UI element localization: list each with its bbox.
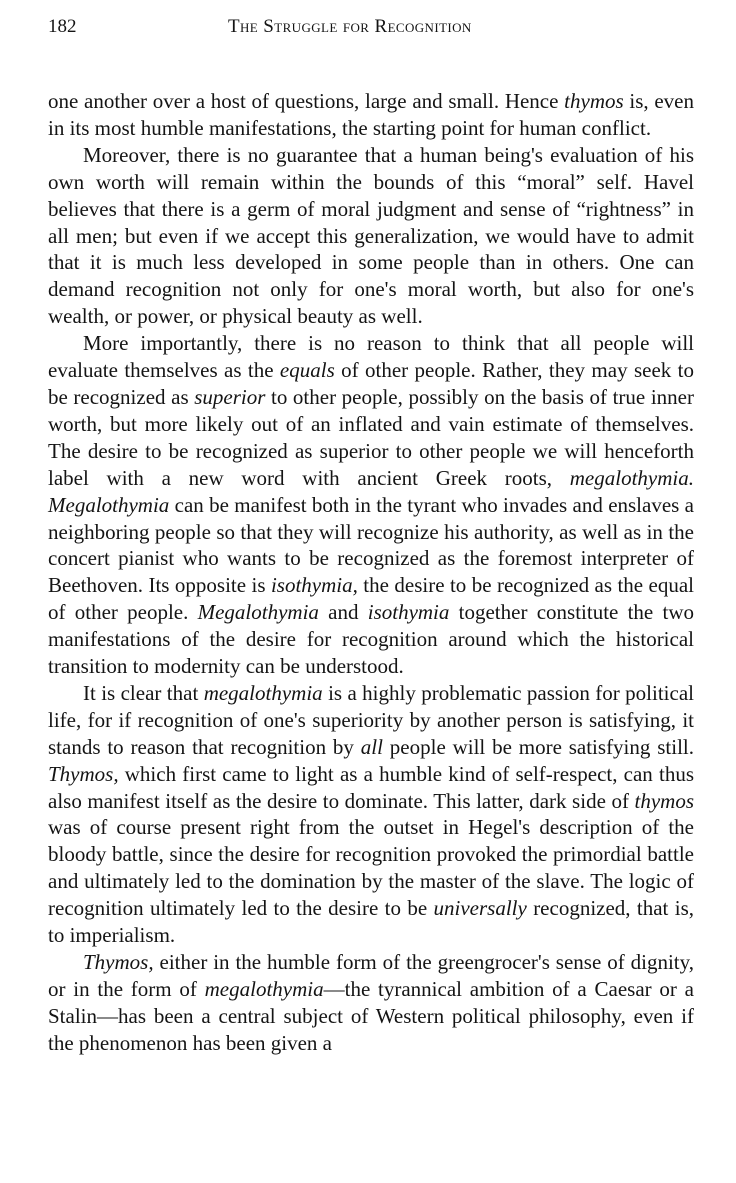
book-page xyxy=(48,12,694,1057)
text-run: is, even in its most humble manifestations, the starting point for human conflict. xyxy=(48,89,695,140)
italic-text: isothymia xyxy=(367,600,450,625)
text-run: It is clear that xyxy=(83,680,204,705)
text-run: to other people, possibly on the basis of true inner worth, but more likely out of an inflated and vain estimate of themselves. The desire to be recognized as superior to other people we will henceforth label with a new word with ancient Greek roots, xyxy=(48,384,694,490)
italic-text: all xyxy=(360,734,383,759)
italic-text: Megalothymia xyxy=(48,492,170,517)
paragraph xyxy=(48,88,694,142)
running-title: The Struggle for Recognition xyxy=(228,16,472,37)
running-head xyxy=(48,12,694,46)
text-run: which first came to light as a humble kind of self-respect, can thus also manifest itself as the desire to dominate. This latter, dark side of xyxy=(48,761,694,813)
italic-text: Thymos, xyxy=(83,950,154,974)
text-run: is a highly problematic passion for political life, for if recognition of one's superiority by another person is satisfying, it stands to reason that recognition by xyxy=(48,680,694,759)
text-run: and xyxy=(318,600,368,625)
paragraph xyxy=(48,949,694,1057)
paragraph xyxy=(48,680,694,949)
italic-text: isothymia, xyxy=(270,573,358,598)
paragraph xyxy=(48,142,694,330)
text-run: was of course present right from the outset in Hegel's description of the bloody battle, since the desire for recognition provoked the primordial battle and ultimately led to the domination by the master of the slave. The logic of recognition ultimately led to the desire to be xyxy=(48,815,694,921)
text-run: —the tyrannical ambition of a Caesar or a Stalin—has been a central subject of Western political philosophy, even if the phenomenon has been given a xyxy=(48,976,694,1055)
text-run: people will be more satisfying still. xyxy=(382,734,694,759)
paragraph xyxy=(48,330,694,680)
italic-text: megalothymia xyxy=(204,976,324,1001)
italic-text: Megalothymia xyxy=(197,600,319,625)
text-run: of other people. Rather, they may seek to be recognized as xyxy=(48,358,694,409)
text-run: More importantly, there is no reason to think that all people will evaluate themselves as the xyxy=(48,331,694,383)
italic-text: megalothymia xyxy=(203,680,323,705)
italic-text: universally xyxy=(433,896,527,921)
italic-text: thymos xyxy=(564,89,624,113)
italic-text: thymos xyxy=(634,788,694,813)
text-run: recognized, that is, to imperialism. xyxy=(48,896,694,948)
text-run: either in the humble form of the greengrocer's sense of dignity, or in the form of xyxy=(48,950,694,1001)
text-run: Moreover, there is no guarantee that a human being's evaluation of his own worth will remain within the bounds of this “moral” self. Havel believes that there is a germ of moral judgment and sense of “rightness” in all men; but even if we accept this generalization, we would have to admit that it is much less developed in some people than in others. One can demand recognition not only for one's moral worth, but also for one's wealth, or power, or physical beauty as well. xyxy=(48,142,694,329)
text-run: one another over a host of questions, large and small. Hence xyxy=(48,89,565,113)
italic-text: superior xyxy=(194,384,266,409)
italic-text: megalothymia. xyxy=(569,465,694,490)
page-body xyxy=(48,88,694,1057)
text-run: together constitute the two manifestations of the desire for recognition around which the historical transition to modernity can be understood. xyxy=(48,600,694,679)
page-number: 182 xyxy=(48,16,77,37)
italic-text: equals xyxy=(279,358,335,383)
italic-text: Thymos, xyxy=(48,761,119,786)
text-run: can be manifest both in the tyrant who invades and enslaves a neighboring people so that they will recognize his authority, as well as in the concert pianist who wants to be recognized as the foremost interpreter of Beethoven. Its opposite is xyxy=(48,492,694,598)
text-run: the desire to be recognized as the equal of other people. xyxy=(48,573,694,625)
